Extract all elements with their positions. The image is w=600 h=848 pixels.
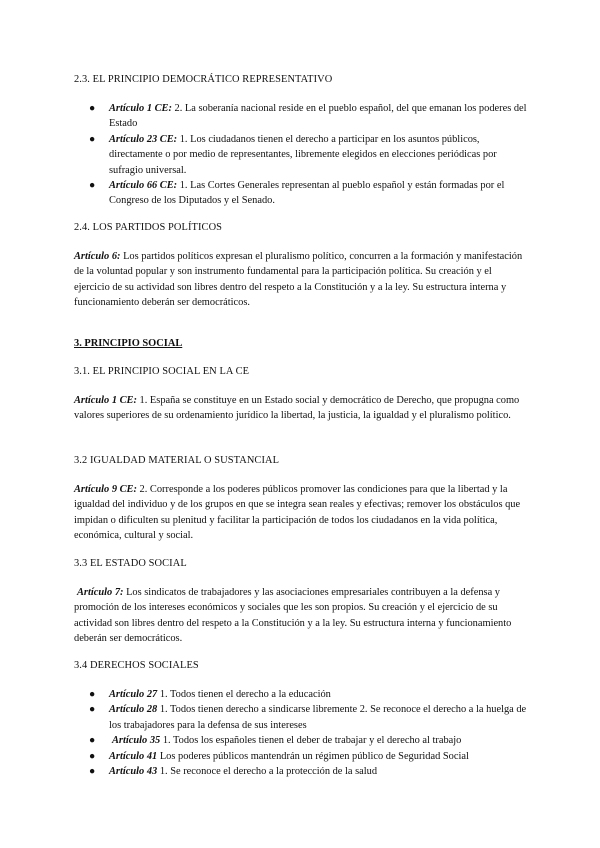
list-item: ● Artículo 28 1. Todos tienen derecho a sindicarse libremente 2. Se reconoce el derecho a la huelga de los trabajadores para la defensa de sus intereses bbox=[89, 704, 527, 731]
heading-3: 3. PRINCIPIO SOCIAL bbox=[74, 338, 183, 349]
bullet-icon: ● bbox=[89, 704, 96, 716]
heading-3-2: 3.2 IGUALDAD MATERIAL O SUSTANCIAL bbox=[74, 455, 280, 466]
heading-3-1: 3.1. EL PRINCIPIO SOCIAL EN LA CE bbox=[74, 366, 250, 377]
heading-2-3: 2.3. EL PRINCIPIO DEMOCRÁTICO REPRESENTATIVO bbox=[74, 74, 333, 85]
bullet-icon: ● bbox=[89, 133, 96, 145]
list-item: ● Artículo 1 CE: 2. La soberanía nacional reside en el pueblo español, del que emanan los poderes del Estado bbox=[89, 103, 527, 130]
list-item: ● Artículo 43 1. Se reconoce el derecho a la protección de la salud bbox=[74, 764, 530, 779]
heading-2-4: 2.4. LOS PARTIDOS POLÍTICOS bbox=[74, 222, 223, 233]
bullet-icon: ● bbox=[89, 766, 96, 778]
list-item: ● Artículo 27 1. Todos tienen el derecho a la educación bbox=[74, 687, 530, 702]
list-item: ● Artículo 66 CE: 1. Las Cortes Generales representan al pueblo español y están formadas por el Congreso de los Diputados y el Senado. bbox=[89, 180, 505, 207]
bullet-icon: ● bbox=[89, 180, 96, 192]
bullet-icon: ● bbox=[89, 689, 96, 700]
list-item: ● Artículo 23 CE: 1. Los ciudadanos tienen el derecho a participar en los asuntos públicos, directamente o por medio de representantes, libremente elegidos en elecciones periódicas por sufragio universal. bbox=[89, 133, 497, 176]
paragraph-3-3: Artículo 7: Los sindicatos de trabajadores y las asociaciones empresariales contribuyen a la defensa y promoción de los intereses económicos y sociales que les son propios. Su creación y el ejercicio de su actividad son libres dentro del respeto a la Constitución y a la ley. Su estructura interna y funcionamiento deberán ser democráticos. bbox=[74, 587, 512, 645]
list-2-3 bbox=[74, 101, 530, 209]
list-3-4 bbox=[74, 687, 530, 779]
bullet-icon: ● bbox=[89, 750, 96, 762]
heading-3-4: 3.4 DERECHOS SOCIALES bbox=[74, 660, 199, 671]
list-item: ● Artículo 35 1. Todos los españoles tienen el deber de trabajar y el derecho al trabajo bbox=[74, 733, 530, 748]
paragraph-2-4: Artículo 6: Los partidos políticos expresan el pluralismo político, concurren a la formación y manifestación de la voluntad popular y son instrumento fundamental para la participación política. Su creación y el ejercicio de su actividad son libres dentro del respeto a la Constitución y a la ley. Su estructura interna y funcionamiento deberán ser democráticos. bbox=[74, 251, 523, 309]
bullet-icon: ● bbox=[89, 735, 96, 747]
paragraph-3-1: Artículo 1 CE: 1. España se constituye en un Estado social y democrático de Derecho, que propugna como valores superiores de su ordenamiento jurídico la libertad, la justicia, la igualdad y el pluralismo político. bbox=[74, 395, 520, 422]
list-item: ● Artículo 41 Los poderes públicos mantendrán un régimen público de Seguridad Social bbox=[74, 749, 530, 764]
bullet-icon: ● bbox=[89, 103, 96, 114]
heading-3-3: 3.3 EL ESTADO SOCIAL bbox=[74, 558, 187, 569]
paragraph-3-2: Artículo 9 CE: 2. Corresponde a los poderes públicos promover las condiciones para que la libertad y la igualdad del individuo y de los grupos en que se integra sean reales y efectivas; remover los obstáculos que impidan o dificulten su plenitud y facilitar la participación de todos los ciudadanos en la vida política, económica, cultural y social. bbox=[74, 484, 521, 542]
